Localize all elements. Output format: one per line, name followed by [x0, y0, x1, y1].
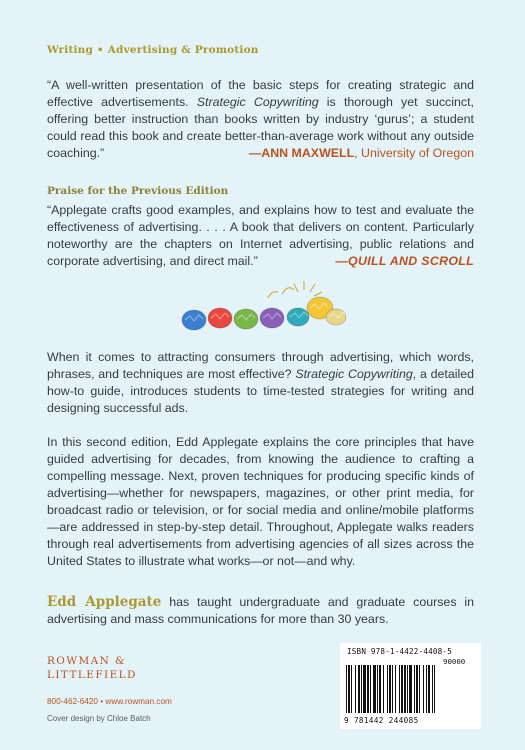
barcode-bar: [404, 665, 406, 713]
barcode-bar: [428, 665, 430, 713]
author-bio: Edd Applegate has taught undergraduate and graduate courses in advertising and mass communications for more than 30 years.: [47, 594, 475, 626]
review-1-attribution: —ANN MAXWELL, University of Oregon: [248, 146, 474, 160]
barcode-bar: [399, 665, 400, 713]
barcode-bar: [432, 665, 433, 713]
publisher-contact: 800-462-6420 • www.rowman.com: [47, 697, 172, 706]
review-2: [47, 202, 474, 270]
barcode-bar: [434, 665, 435, 713]
barcode-bars-icon: [346, 665, 476, 715]
barcode-bar: [355, 665, 356, 713]
barcode-digits: 9 781442 244085: [344, 716, 419, 725]
barcode: [340, 643, 481, 729]
barcode-bar: [407, 665, 408, 713]
review-1: [47, 77, 474, 162]
barcode-bar: [392, 665, 393, 713]
barcode-bar: [377, 665, 378, 713]
author-name: Edd Applegate: [47, 594, 162, 610]
crumpled-paper-lightbulb-illustration: [180, 280, 350, 332]
barcode-bar: [383, 665, 384, 713]
book-title: Strategic Copywriting: [196, 95, 319, 109]
idea-sparks-icon: [268, 281, 322, 298]
barcode-bar: [351, 665, 352, 713]
barcode-bar: [395, 665, 396, 713]
barcode-bar: [387, 665, 388, 713]
barcode-bar: [423, 665, 424, 713]
barcode-bar: [401, 665, 403, 713]
barcode-bar: [367, 665, 369, 713]
barcode-bar: [358, 665, 360, 713]
review-2-quote: “Applegate crafts good examples, and explains how to test and evaluate the effectiveness of advertising. . . . A book that delivers on content. Particularly noteworthy are the chapters on Internet advertising, public relations and corporate advertising, and direct mail.”: [47, 203, 474, 268]
barcode-bar: [416, 665, 418, 713]
barcode-bar: [346, 665, 347, 713]
barcode-bar: [389, 665, 391, 713]
barcode-bar: [363, 665, 366, 713]
book-title-2: Strategic Copywriting: [295, 367, 413, 381]
category-label: Writing • Advertising & Promotion: [47, 44, 259, 56]
barcode-bar: [373, 665, 376, 713]
isbn-number: ISBN 978-1-4422-4408-5: [347, 647, 452, 656]
review-1-quote: “A well-written presentation of the basic steps for creating strategic and effective advertisements. Strategic Copywriting is thorough yet succinct, offering better instruction than books written by industry ‘gurus’; a student could read this book and create better-than-average work without any outside coaching.”: [47, 78, 474, 160]
barcode-bar: [370, 665, 371, 713]
cover-credit: Cover design by Chloe Batch: [47, 714, 151, 723]
publisher-logo: ROWMAN & LITTLEFIELD: [47, 655, 137, 681]
barcode-bar: [361, 665, 362, 713]
barcode-bar: [426, 665, 427, 713]
barcode-bar: [409, 665, 412, 713]
barcode-bar: [379, 665, 381, 713]
praise-heading: Praise for the Previous Edition: [47, 185, 229, 197]
barcode-bar: [348, 665, 350, 713]
barcode-bar: [419, 665, 420, 713]
price-code: 90000: [443, 657, 466, 666]
description-1: When it comes to attracting consumers through advertising, which words, phrases, and techniques are most effective? Strategic Copywriting, a detailed how-to guide, introduces students to time-tested strategies for writing and designing successful ads.: [47, 350, 475, 415]
review-2-attribution: —QUILL AND SCROLL: [335, 254, 474, 268]
description-2: In this second edition, Edd Applegate explains the core principles that have guided advertising for decades, from knowing the audience to crafting a compelling message. Next, proven techniques for producing specific kinds of advertising—whether for newspapers, magazines, or other print media, for broadcast radio or television, or for social media and online/mobile platforms—are addressed in step-by-step detail. Throughout, Applegate walks readers through real advertisements from advertising agencies of all sizes across the United States to illustrate what works—or not—and why.: [47, 435, 474, 568]
barcode-bar: [414, 665, 415, 713]
